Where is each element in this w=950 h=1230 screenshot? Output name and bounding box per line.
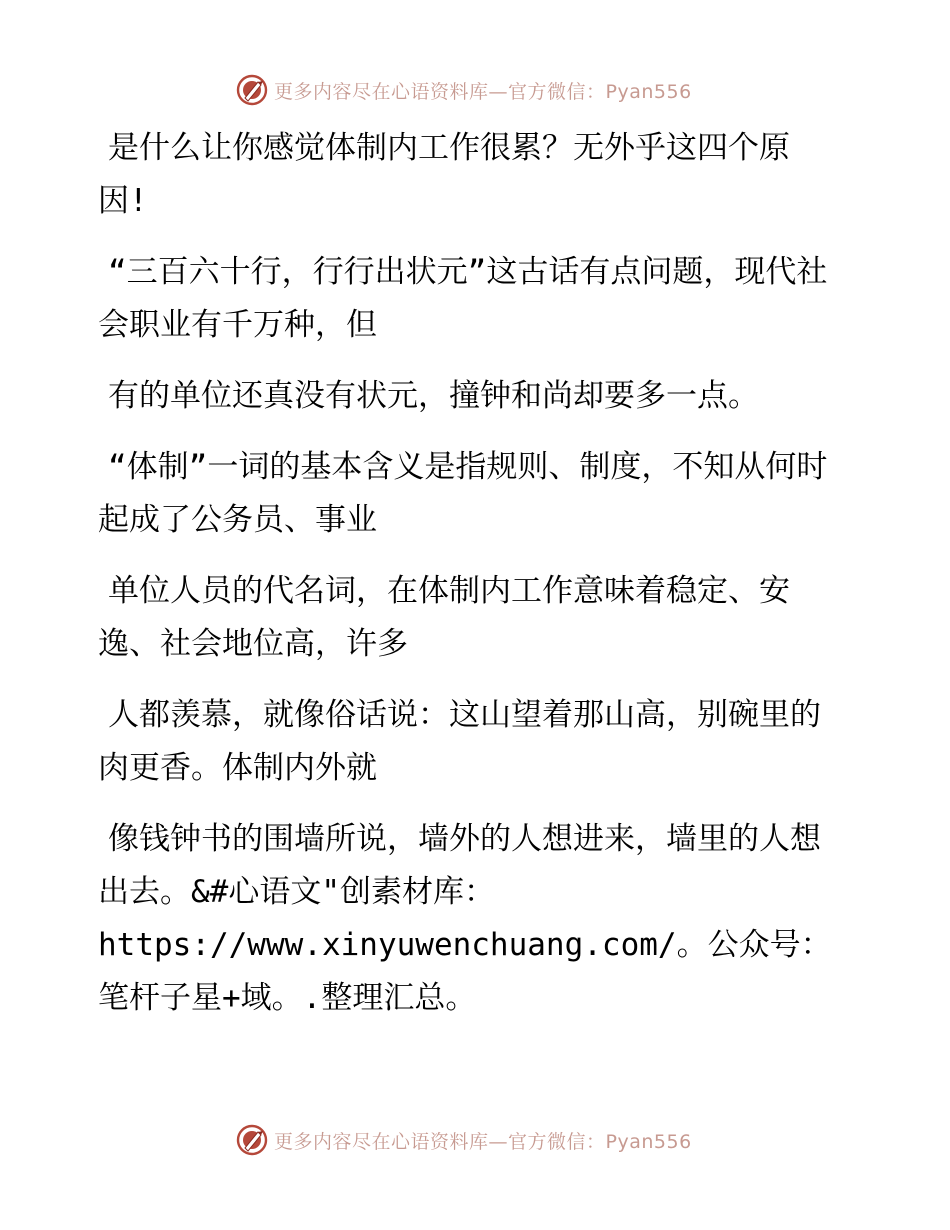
paragraph: 单位人员的代名词，在体制内工作意味着稳定、安逸、社会地位高，许多 xyxy=(98,573,790,662)
document-body xyxy=(98,122,838,1025)
paragraph: 有的单位还真没有状元，撞钟和尚却要多一点。 xyxy=(108,378,759,414)
paragraph: 像钱钟书的围墙所说，墙外的人想进来，墙里的人想出去。&#心语文"创素材库：https://www.xinyuwenchuang.com/。公众号：笔杆子星+域。.整理汇总。 xyxy=(98,821,832,1016)
paragraph: “三百六十行，行行出状元”这古话有点问题，现代社会职业有千万种，但 xyxy=(98,254,828,343)
paragraph: “体制”一词的基本含义是指规则、制度，不知从何时起成了公务员、事业 xyxy=(98,449,828,538)
header-watermark-text: 更多内容尽在心语资料库—官方微信：Pyan556 xyxy=(274,80,692,103)
pen-logo-icon xyxy=(236,1124,268,1156)
pen-logo-icon xyxy=(236,74,268,106)
footer-watermark-text: 更多内容尽在心语资料库—官方微信：Pyan556 xyxy=(274,1130,692,1153)
paragraph-title: 是什么让你感觉体制内工作很累？无外乎这四个原因! xyxy=(98,130,790,219)
paragraph: 人都羡慕，就像俗话说：这山望着那山高，别碗里的肉更香。体制内外就 xyxy=(98,697,821,786)
header-watermark xyxy=(236,73,716,107)
footer-watermark xyxy=(236,1123,716,1157)
